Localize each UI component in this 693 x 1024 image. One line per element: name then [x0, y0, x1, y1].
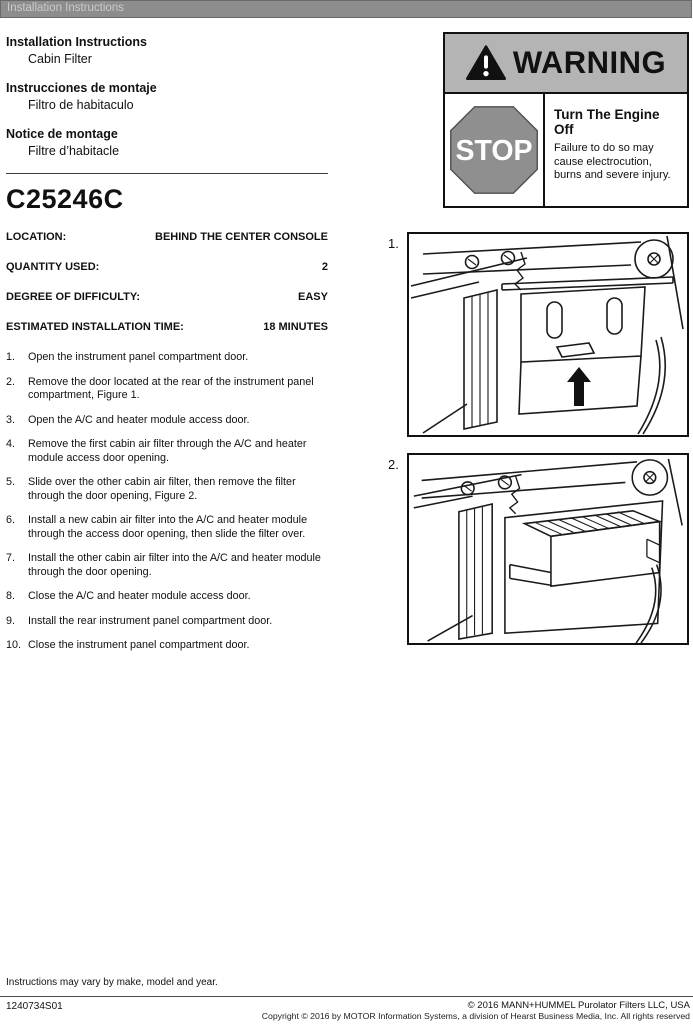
step-text: Install the rear instrument panel compartment door.	[28, 614, 273, 627]
spec-value: EASY	[298, 291, 328, 303]
step-text: Install a new cabin air filter into the A/C and heater module through the access door opening, then slide the filter over.	[28, 514, 308, 540]
step-3	[6, 414, 328, 428]
step-number: 5.	[6, 476, 16, 488]
spec-label: QUANTITY USED:	[6, 261, 100, 273]
step-5	[6, 476, 328, 503]
left-column	[6, 34, 328, 664]
top-bar-title: Installation Instructions	[7, 2, 124, 14]
copyright-line-2: Copyright © 2016 by MOTOR Information Systems, a division of Hearst Business Media, Inc. All rights reserved	[261, 1011, 690, 1021]
subtitle-spanish: Filtro de habitaculo	[28, 98, 134, 112]
title-block-french	[6, 126, 328, 159]
warning-body	[445, 94, 687, 206]
header-divider	[6, 173, 328, 174]
title-block-english	[6, 34, 328, 67]
document-number: 1240734S01	[6, 1001, 63, 1012]
step-1	[6, 351, 328, 365]
spec-label: DEGREE OF DIFFICULTY:	[6, 291, 141, 303]
step-text: Remove the first cabin air filter through the A/C and heater module access door opening.	[28, 438, 307, 464]
step-number: 6.	[6, 514, 16, 526]
step-text: Close the instrument panel compartment door.	[28, 639, 250, 651]
step-number: 1.	[6, 351, 16, 363]
figure-2-illustration	[407, 453, 689, 645]
footer-note: Instructions may vary by make, model and year.	[6, 977, 218, 988]
step-text: Open the instrument panel compartment door.	[28, 351, 249, 363]
step-2	[6, 376, 328, 403]
step-text: Slide over the other cabin air filter, then remove the filter through the door opening, Figure 2.	[28, 476, 296, 502]
warning-header	[445, 34, 687, 94]
warning-triangle-icon	[466, 45, 506, 81]
stop-sign-icon	[448, 104, 540, 196]
stop-sign-label: STOP	[455, 135, 533, 168]
stop-sign-cell	[445, 94, 545, 206]
spec-label: LOCATION:	[6, 231, 67, 243]
title-french: Notice de montage	[6, 127, 118, 141]
step-6	[6, 514, 328, 541]
spec-table	[6, 231, 328, 333]
step-number: 9.	[6, 614, 16, 627]
spec-value: BEHIND THE CENTER CONSOLE	[155, 231, 328, 243]
warning-description: Failure to do so may cause electrocution, burns and severe injury.	[554, 142, 671, 181]
step-text: Install the other cabin air filter into the A/C and heater module through the door opening.	[28, 552, 321, 578]
top-title-bar	[0, 0, 692, 18]
step-number: 2.	[6, 375, 16, 388]
subtitle-french: Filtre d’habitacle	[28, 144, 120, 158]
spec-row-quantity	[6, 261, 328, 273]
instruction-steps	[6, 351, 328, 653]
step-number: 8.	[6, 590, 16, 602]
step-number: 3.	[6, 413, 16, 426]
title-spanish: Instrucciones de montaje	[6, 81, 157, 95]
warning-text-cell	[545, 94, 687, 206]
step-7	[6, 552, 328, 579]
figure-1-label: 1.	[388, 236, 399, 251]
step-4	[6, 438, 328, 465]
copyright-line-1: © 2016 MANN+HUMMEL Purolator Filters LLC, USA	[467, 1000, 690, 1011]
step-text: Close the A/C and heater module access door.	[28, 590, 251, 602]
step-9	[6, 615, 328, 629]
step-number: 4.	[6, 438, 16, 450]
step-10	[6, 639, 328, 653]
spec-row-difficulty	[6, 291, 328, 303]
step-8	[6, 590, 328, 604]
title-block-spanish	[6, 80, 328, 113]
step-text: Open the A/C and heater module access door.	[28, 413, 250, 426]
subtitle-english: Cabin Filter	[28, 52, 92, 66]
warning-title: Turn The Engine Off	[554, 107, 660, 137]
spec-value: 18 MINUTES	[263, 321, 328, 333]
spec-label: ESTIMATED INSTALLATION TIME:	[6, 321, 184, 333]
figure-2-label: 2.	[388, 457, 399, 472]
figure-2-drawing	[409, 455, 687, 643]
figure-1-illustration	[407, 232, 689, 437]
spec-row-location	[6, 231, 328, 243]
step-number: 7.	[6, 552, 16, 564]
warning-header-label: WARNING	[512, 44, 667, 81]
warning-box	[443, 32, 689, 208]
spec-value: 2	[321, 261, 328, 273]
step-text: Remove the door located at the rear of the instrument panel compartment, Figure 1.	[28, 375, 314, 401]
footer-divider	[0, 996, 693, 997]
title-english: Installation Instructions	[6, 35, 147, 49]
figure-1-drawing	[409, 234, 687, 435]
step-number: 10.	[6, 639, 22, 651]
spec-row-time	[6, 321, 328, 333]
part-number: C25246C	[6, 184, 124, 214]
